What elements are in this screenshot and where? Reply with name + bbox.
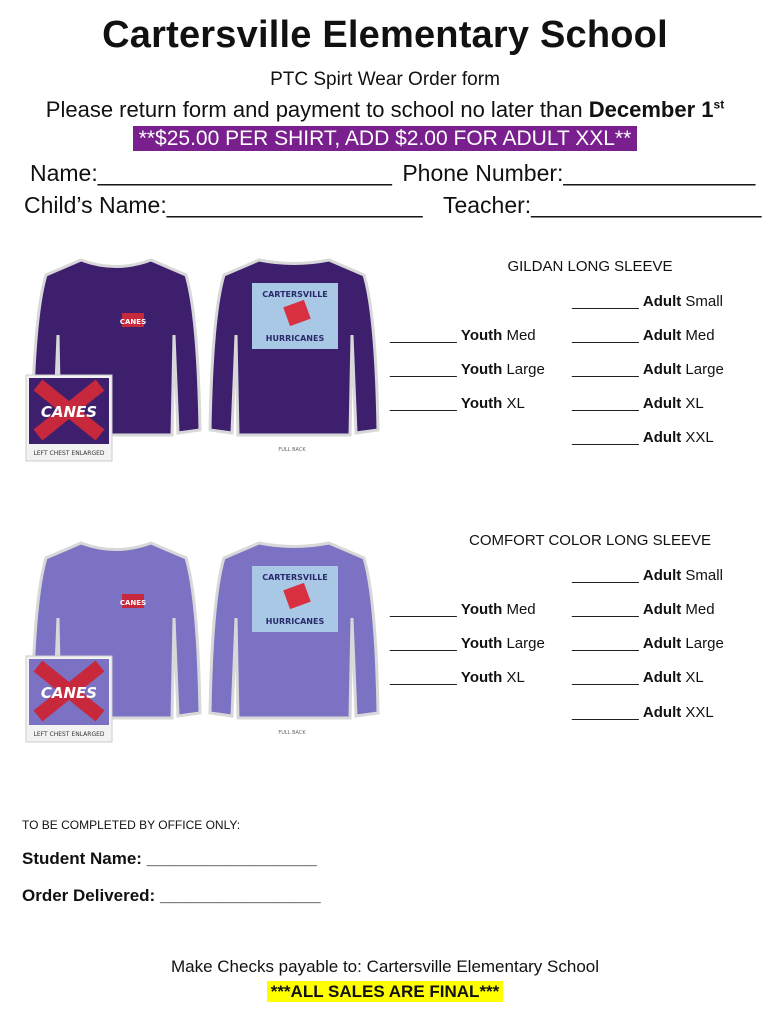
back-print-top: CARTERSVILLE bbox=[262, 573, 328, 582]
badge-caption: LEFT CHEST ENLARGED bbox=[33, 450, 105, 457]
back-caption: FULL BACK bbox=[278, 447, 306, 453]
chest-logo-text: CANES bbox=[119, 318, 147, 326]
option-youth-large[interactable]: ________ Youth Large bbox=[390, 361, 545, 378]
deadline-text bbox=[0, 97, 770, 123]
final-sale-banner bbox=[0, 982, 770, 1002]
option-adult-xxl[interactable]: ________ Adult XXL bbox=[572, 704, 714, 721]
gildan-shirt-back bbox=[204, 255, 384, 453]
option-youth-xl[interactable]: ________ Youth XL bbox=[390, 395, 525, 412]
name-field[interactable]: Name:_______________________ bbox=[30, 160, 392, 186]
child-name-field[interactable]: Child’s Name:____________________ bbox=[24, 192, 423, 218]
checks-payable-text: Make Checks payable to: Cartersville Elementary School bbox=[170, 957, 600, 976]
student-name-field[interactable]: Student Name: __________________ bbox=[22, 849, 317, 868]
option-adult-small[interactable]: ________ Adult Small bbox=[572, 293, 723, 310]
option-youth-med[interactable]: ________ Youth Med bbox=[390, 601, 536, 618]
office-heading: TO BE COMPLETED BY OFFICE ONLY: bbox=[22, 818, 241, 832]
chest-logo-text: CANES bbox=[119, 599, 147, 607]
badge-text: CANES bbox=[40, 403, 98, 421]
price-banner bbox=[0, 127, 770, 151]
deadline-date: December 1 bbox=[588, 97, 714, 122]
child-row bbox=[24, 192, 761, 219]
back-caption: FULL BACK bbox=[278, 730, 306, 736]
order-delivered-field[interactable]: Order Delivered: _________________ bbox=[22, 886, 321, 905]
option-youth-large[interactable]: ________ Youth Large bbox=[390, 635, 545, 652]
final-sale-text: ***ALL SALES ARE FINAL*** bbox=[267, 981, 504, 1002]
page-title: Cartersville Elementary School bbox=[102, 14, 668, 56]
deadline-suffix: st bbox=[713, 97, 725, 112]
option-adult-xxl[interactable]: ________ Adult XXL bbox=[572, 429, 714, 446]
badge-caption: LEFT CHEST ENLARGED bbox=[33, 731, 105, 738]
name-row bbox=[30, 160, 755, 187]
option-adult-xl[interactable]: ________ Adult XL bbox=[572, 395, 704, 412]
form-subtitle: PTC Spirt Wear Order form bbox=[270, 69, 500, 90]
back-print-top: CARTERSVILLE bbox=[262, 290, 328, 299]
deadline-prefix: Please return form and payment to school no later than bbox=[45, 97, 589, 122]
phone-field[interactable]: Phone Number:_______________ bbox=[402, 160, 756, 186]
option-adult-large[interactable]: ________ Adult Large bbox=[572, 361, 724, 378]
price-note: **$25.00 PER SHIRT, ADD $2.00 FOR ADULT XXL** bbox=[133, 126, 638, 151]
option-youth-med[interactable]: ________ Youth Med bbox=[390, 327, 536, 344]
product-title-gildan: GILDAN LONG SLEEVE bbox=[507, 258, 673, 275]
gildan-chest-badge bbox=[26, 375, 112, 461]
option-adult-xl[interactable]: ________ Adult XL bbox=[572, 669, 704, 686]
comfort-chest-badge bbox=[26, 656, 112, 742]
back-print-bottom: HURRICANES bbox=[265, 334, 325, 343]
teacher-field[interactable]: Teacher:__________________ bbox=[442, 192, 762, 218]
option-adult-med[interactable]: ________ Adult Med bbox=[572, 327, 715, 344]
option-adult-large[interactable]: ________ Adult Large bbox=[572, 635, 724, 652]
badge-text: CANES bbox=[40, 684, 98, 702]
option-adult-small[interactable]: ________ Adult Small bbox=[572, 567, 723, 584]
back-print-bottom: HURRICANES bbox=[265, 617, 325, 626]
product-title-comfort: COMFORT COLOR LONG SLEEVE bbox=[469, 532, 711, 549]
comfort-shirt-back bbox=[204, 538, 384, 736]
option-adult-med[interactable]: ________ Adult Med bbox=[572, 601, 715, 618]
option-youth-xl[interactable]: ________ Youth XL bbox=[390, 669, 525, 686]
